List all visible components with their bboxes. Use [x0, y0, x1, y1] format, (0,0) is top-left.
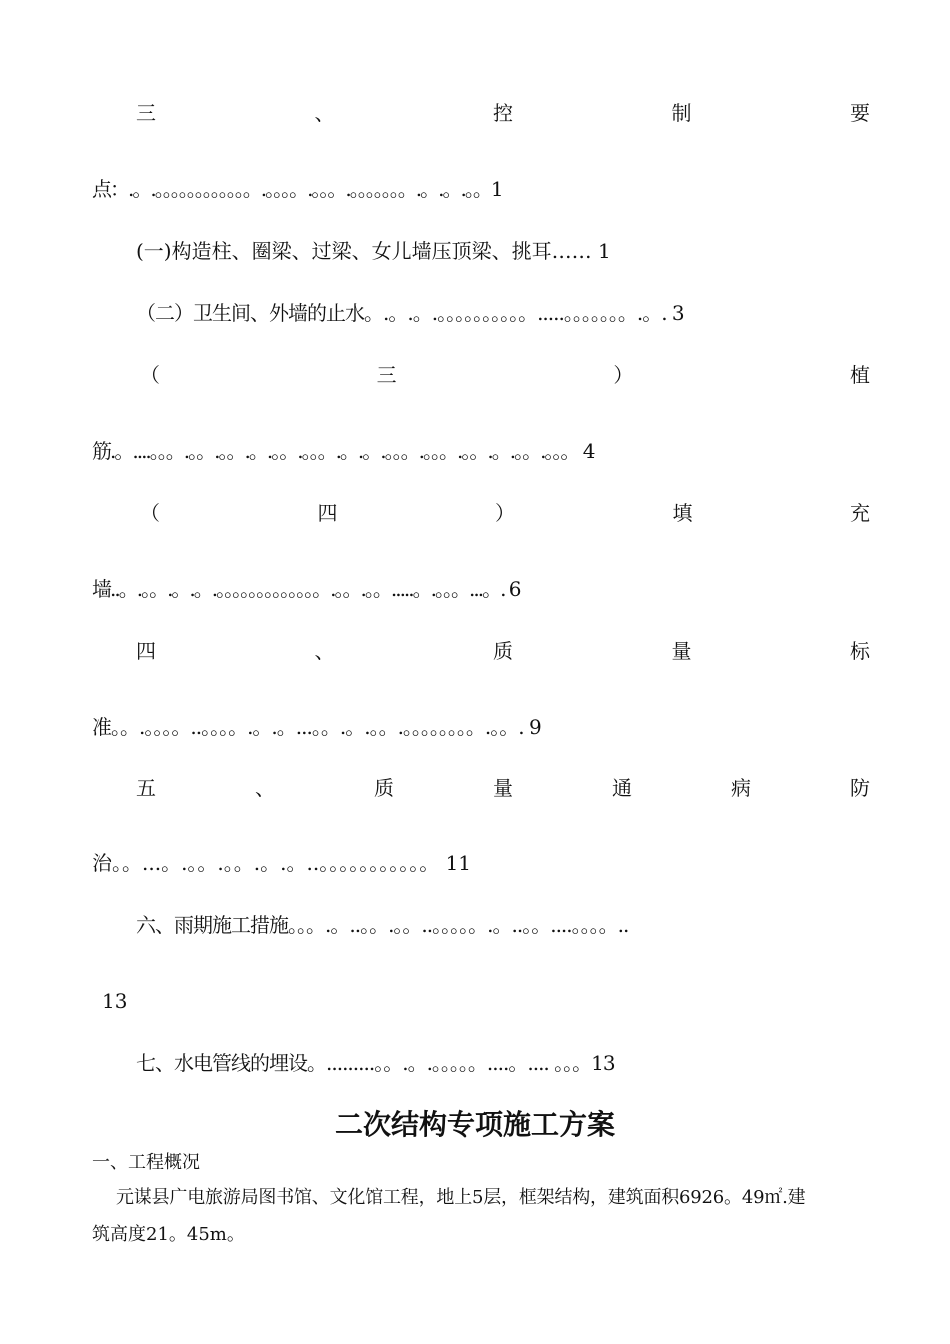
toc-char: 控 [493, 101, 513, 125]
toc-char: （ [140, 363, 160, 387]
toc-char: （ [140, 501, 160, 525]
toc-char: 、 [255, 776, 275, 800]
toc-char: 、 [314, 101, 335, 125]
toc-char: 病 [731, 776, 751, 800]
toc-char: 、 [314, 639, 335, 663]
toc-char: 填 [672, 501, 693, 525]
document-title: 二次结构专项施工方案 [334, 1108, 615, 1141]
toc-char: 质 [493, 639, 513, 663]
toc-section-5-leader: 治。。...。.。。.。。.。.。..。。。。。。。。。。。 11 [92, 851, 472, 875]
toc-char: 三 [136, 101, 156, 125]
toc-char: ） [495, 501, 515, 525]
toc-section-6: 六、雨期施工措施。。。.。..。。.。。..。。。。。.。..。。....。。。。.. [136, 913, 629, 937]
toc-section-5-heading [136, 776, 870, 800]
toc-char: 四 [136, 639, 156, 663]
toc-char: ） [613, 363, 634, 387]
toc-item-3-3-leader: 筋.。....。。。.。。.。。.。.。。.。。。.。.。.。。。.。。。.。。.。.。。.。。。 4 [92, 439, 594, 463]
toc-char: 防 [850, 776, 870, 800]
toc-section-3-heading [136, 101, 870, 125]
body-paragraph-line-2: 筑高度21。45m。 [92, 1224, 245, 1245]
body-paragraph-line-1: 元谋县广电旅游局图书馆、文化馆工程，地上5层，框架结构，建筑面积6926。49㎡.建 [116, 1187, 806, 1208]
toc-item-3-4-heading [140, 501, 870, 525]
toc-char: 要 [850, 101, 870, 125]
toc-char: 量 [493, 776, 513, 800]
section-heading: 一、工程概况 [92, 1152, 200, 1173]
toc-char: 质 [374, 776, 394, 800]
toc-item-3-1: (一)构造柱、圈梁、过梁、女儿墙压顶梁、挑耳…… 1 [136, 239, 611, 263]
toc-char: 通 [612, 776, 632, 800]
toc-item-3-4-leader: 墙..。.。。.。.。.。。。。。。。。。。。。。.。。.。。.....。.。。。...。. 6 [92, 577, 520, 601]
toc-char: 量 [671, 639, 692, 663]
toc-section-7: 七、水电管线的埋设。.........。。.。.。。。。。....。.... 。。。13 [136, 1051, 615, 1075]
toc-char: 五 [136, 776, 156, 800]
toc-item-3-3-heading [140, 363, 870, 387]
toc-char: 植 [849, 363, 870, 387]
toc-char: 标 [850, 639, 870, 663]
toc-char: 充 [850, 501, 870, 525]
toc-char: 制 [671, 101, 692, 125]
toc-char: 三 [376, 363, 397, 387]
toc-char: 四 [317, 501, 338, 525]
toc-section-4-heading [136, 639, 870, 663]
toc-item-3-2: （二）卫生间、外墙的止水。.。.。.。。。。。。。。。。.....。。。。。。。.。. 3 [136, 301, 684, 325]
toc-section-4-leader: 准。。.。。。。..。。。。.。.。...。。.。.。。.。。。。。。。。.。。. 9 [92, 715, 541, 739]
toc-section-3-leader: 点：.。.。。。。。。。。。。。。.。。。。.。。。.。。。。。。。.。.。.。。1 [92, 177, 502, 201]
toc-section-6-page: 13 [102, 989, 128, 1013]
